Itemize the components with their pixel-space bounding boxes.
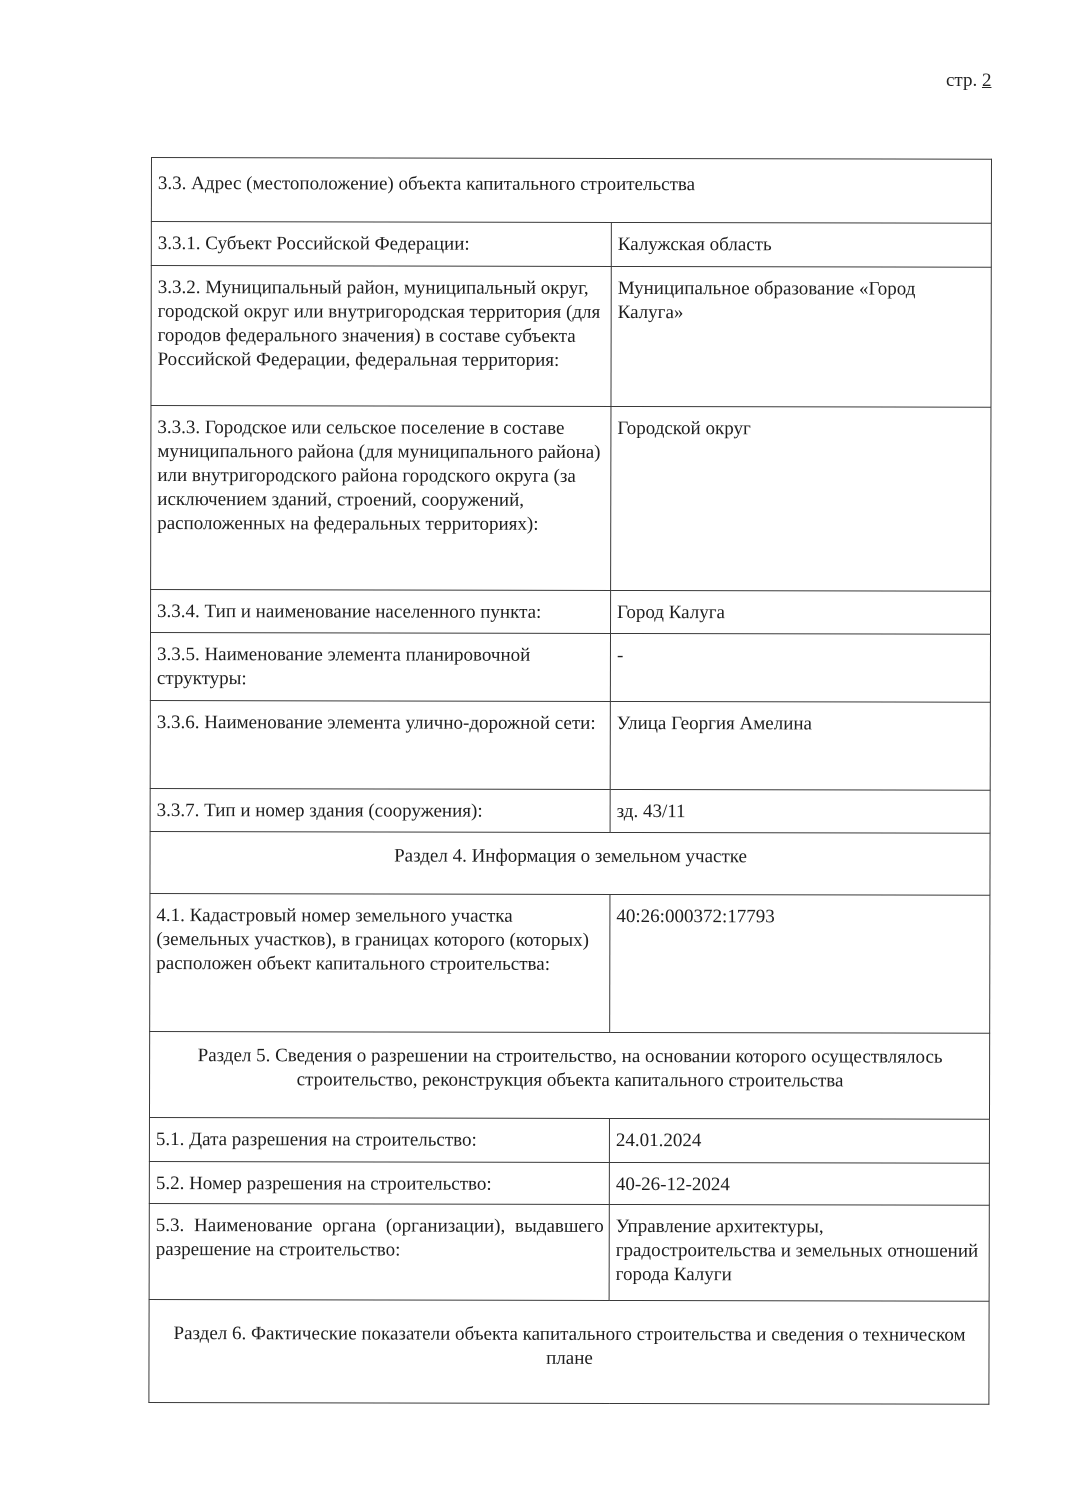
table-row bbox=[149, 1203, 989, 1301]
row-label-5-2: 5.2. Номер разрешения на строительство: bbox=[149, 1161, 609, 1204]
row-label-5-1: 5.1. Дата разрешения на строительство: bbox=[149, 1117, 609, 1162]
section-3-3-title: 3.3. Адрес (местоположение) объекта капитального строительства bbox=[151, 158, 991, 224]
section-6-header-row bbox=[149, 1299, 989, 1404]
row-label-3-3-2: 3.3.2. Муниципальный район, муниципальный округ, городской округ или внутригородская территория (для городов федерального значения) в составе субъекта Российской Федерации, федеральная территория: bbox=[151, 266, 611, 407]
row-value-3-3-7: зд. 43/11 bbox=[610, 789, 990, 833]
row-value-3-3-2: Муниципальное образование «Город Калуга» bbox=[611, 266, 991, 407]
section-6-title: Раздел 6. Фактические показатели объекта капитального строительства и сведения о техническом плане bbox=[149, 1299, 989, 1404]
row-value-3-3-3: Городской округ bbox=[611, 406, 991, 591]
row-value-5-1: 24.01.2024 bbox=[609, 1118, 989, 1163]
row-label-3-3-1: 3.3.1. Субъект Российской Федерации: bbox=[151, 222, 611, 267]
address-permit-table bbox=[148, 157, 992, 1405]
page-number bbox=[946, 70, 991, 92]
row-value-3-3-4: Город Калуга bbox=[611, 590, 991, 634]
row-label-3-3-3: 3.3.3. Городское или сельское поселение в составе муниципального района (для муниципального района) или внутригородского района городского округа (за исключением зданий, строений, сооружений, расположенных на федеральных территориях): bbox=[151, 406, 611, 591]
table-row bbox=[149, 1161, 989, 1205]
table-row bbox=[150, 893, 990, 1033]
row-label-3-3-7: 3.3.7. Тип и номер здания (сооружения): bbox=[150, 788, 610, 832]
row-value-4-1: 40:26:000372:17793 bbox=[610, 894, 990, 1033]
row-value-5-2: 40-26-12-2024 bbox=[609, 1162, 989, 1205]
row-label-4-1: 4.1. Кадастровый номер земельного участка (земельных участков), в границах которого (которых) расположен объект капитального строительства: bbox=[150, 893, 610, 1032]
table-row bbox=[151, 406, 991, 592]
table-row bbox=[150, 633, 990, 703]
page-number-label: стр. bbox=[946, 70, 978, 91]
row-value-3-3-1: Калужская область bbox=[611, 222, 991, 267]
section-5-title: Раздел 5. Сведения о разрешении на строительство, на основании которого осуществлялось строительство, реконструкция объекта капитального строительства bbox=[149, 1031, 989, 1119]
row-value-3-3-5: - bbox=[610, 633, 990, 702]
section-4-title: Раздел 4. Информация о земельном участке bbox=[150, 831, 990, 895]
row-label-5-3: 5.3. Наименование органа (организации), выдавшего разрешение на строительство: bbox=[149, 1203, 609, 1300]
row-label-3-3-5: 3.3.5. Наименование элемента планировочной структуры: bbox=[150, 633, 610, 702]
row-label-3-3-4: 3.3.4. Тип и наименование населенного пункта: bbox=[151, 590, 611, 634]
table-row bbox=[151, 590, 991, 635]
row-value-5-3: Управление архитектуры, градостроительства и земельных отношений города Калуги bbox=[609, 1204, 989, 1301]
table-row bbox=[150, 700, 990, 790]
section-4-header-row bbox=[150, 831, 990, 895]
table-row bbox=[150, 788, 990, 833]
table-row bbox=[151, 222, 991, 268]
section-3-3-header-row bbox=[151, 158, 991, 224]
section-5-header-row bbox=[149, 1031, 989, 1119]
row-label-3-3-6: 3.3.6. Наименование элемента улично-дорожной сети: bbox=[150, 700, 610, 789]
page-number-value: 2 bbox=[981, 70, 992, 91]
table-row bbox=[151, 266, 991, 408]
row-value-3-3-6: Улица Георгия Амелина bbox=[610, 701, 990, 790]
table-row bbox=[149, 1117, 989, 1163]
